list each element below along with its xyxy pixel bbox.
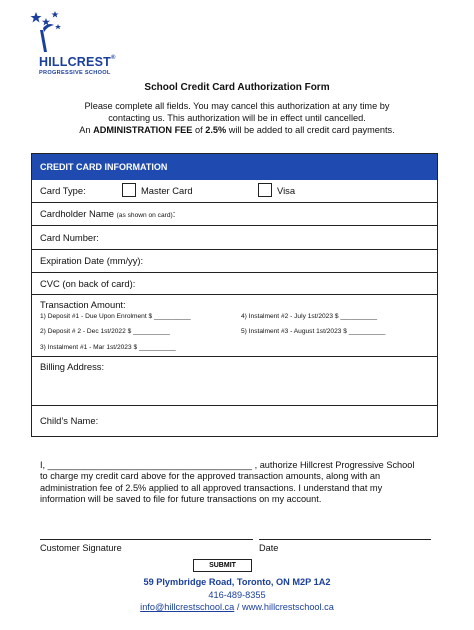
- card-number-label: Card Number:: [40, 232, 99, 243]
- authorization-line-2: to charge my credit card above for the approved transaction amounts, along with an: [40, 471, 381, 482]
- logo-school-name: HILLCREST®: [39, 55, 116, 69]
- logo-subtitle: PROGRESSIVE SCHOOL: [39, 70, 111, 76]
- installment-instalment-1[interactable]: 3) Instalment #1 - Mar 1st/2023 $ __________: [40, 344, 176, 351]
- expiration-date-label: Expiration Date (mm/yy):: [40, 255, 144, 266]
- stars-torch-icon: [30, 10, 90, 58]
- intro-line-3: An ADMINISTRATION FEE of 2.5% will be added to all credit card payments.: [79, 125, 395, 136]
- customer-signature-label: Customer Signature: [40, 543, 122, 553]
- mastercard-label: Master Card: [141, 185, 193, 196]
- contact-separator: /: [234, 602, 242, 612]
- school-logo: [30, 10, 130, 80]
- installment-instalment-3[interactable]: 5) Instalment #3 - August 1st/2023 $ __________: [241, 328, 386, 335]
- school-contact: [0, 602, 474, 612]
- billing-address-label: Billing Address:: [40, 361, 105, 372]
- school-phone: 416-489-8355: [208, 590, 266, 600]
- form-intro: [50, 100, 424, 137]
- mastercard-checkbox[interactable]: [122, 183, 136, 197]
- authorization-statement: [40, 460, 436, 506]
- card-number-field[interactable]: [32, 226, 437, 250]
- intro-line-2: contacting us. This authorization will be in effect until cancelled.: [108, 113, 366, 124]
- date-line[interactable]: [259, 539, 431, 540]
- customer-signature-line[interactable]: [40, 539, 253, 540]
- email-link[interactable]: info@hillcrestschool.ca: [140, 602, 235, 612]
- credit-card-form: [31, 153, 438, 437]
- transaction-amount-label: Transaction Amount:: [40, 299, 126, 310]
- child-name-label: Child’s Name:: [40, 415, 99, 426]
- transaction-amount-section: [32, 295, 437, 357]
- cardholder-name-label: Cardholder Name (as shown on card):: [40, 208, 176, 219]
- expiration-date-field[interactable]: [32, 250, 437, 273]
- installment-instalment-2[interactable]: 4) Instalment #2 - July 1st/2023 $ __________: [241, 313, 377, 320]
- cvc-label: CVC (on back of card):: [40, 278, 136, 289]
- submit-button[interactable]: SUBMIT: [193, 559, 252, 572]
- form-title: School Credit Card Authorization Form: [144, 82, 330, 93]
- authorization-line-3: administration fee of 2.5% applied to all approved transactions. I understand that my: [40, 482, 383, 493]
- website-link[interactable]: www.hillcrestschool.ca: [241, 602, 334, 612]
- installment-deposit-2[interactable]: 2) Deposit # 2 - Dec 1st/2022 $ __________: [40, 328, 170, 335]
- card-type-row: [32, 180, 437, 203]
- billing-address-field[interactable]: [32, 357, 437, 406]
- cardholder-name-field[interactable]: [32, 203, 437, 226]
- visa-label: Visa: [277, 185, 296, 196]
- authorization-line-4: information will be saved to file for future transactions on my account.: [40, 494, 322, 505]
- visa-checkbox[interactable]: [258, 183, 272, 197]
- authorization-line-1[interactable]: I, ________________________________________ , authorize Hillcrest Progressive School: [40, 460, 415, 470]
- child-name-field[interactable]: [32, 406, 437, 436]
- card-type-label: Card Type:: [40, 185, 86, 196]
- date-label: Date: [259, 543, 279, 553]
- school-address: 59 Plymbridge Road, Toronto, ON M2P 1A2: [143, 577, 331, 587]
- installment-deposit-1[interactable]: 1) Deposit #1 - Due Upon Enrolment $ __________: [40, 313, 191, 320]
- intro-line-1: Please complete all fields. You may cancel this authorization at any time by: [84, 101, 390, 111]
- form-section-header: CREDIT CARD INFORMATION: [32, 154, 437, 180]
- cvc-field[interactable]: [32, 273, 437, 295]
